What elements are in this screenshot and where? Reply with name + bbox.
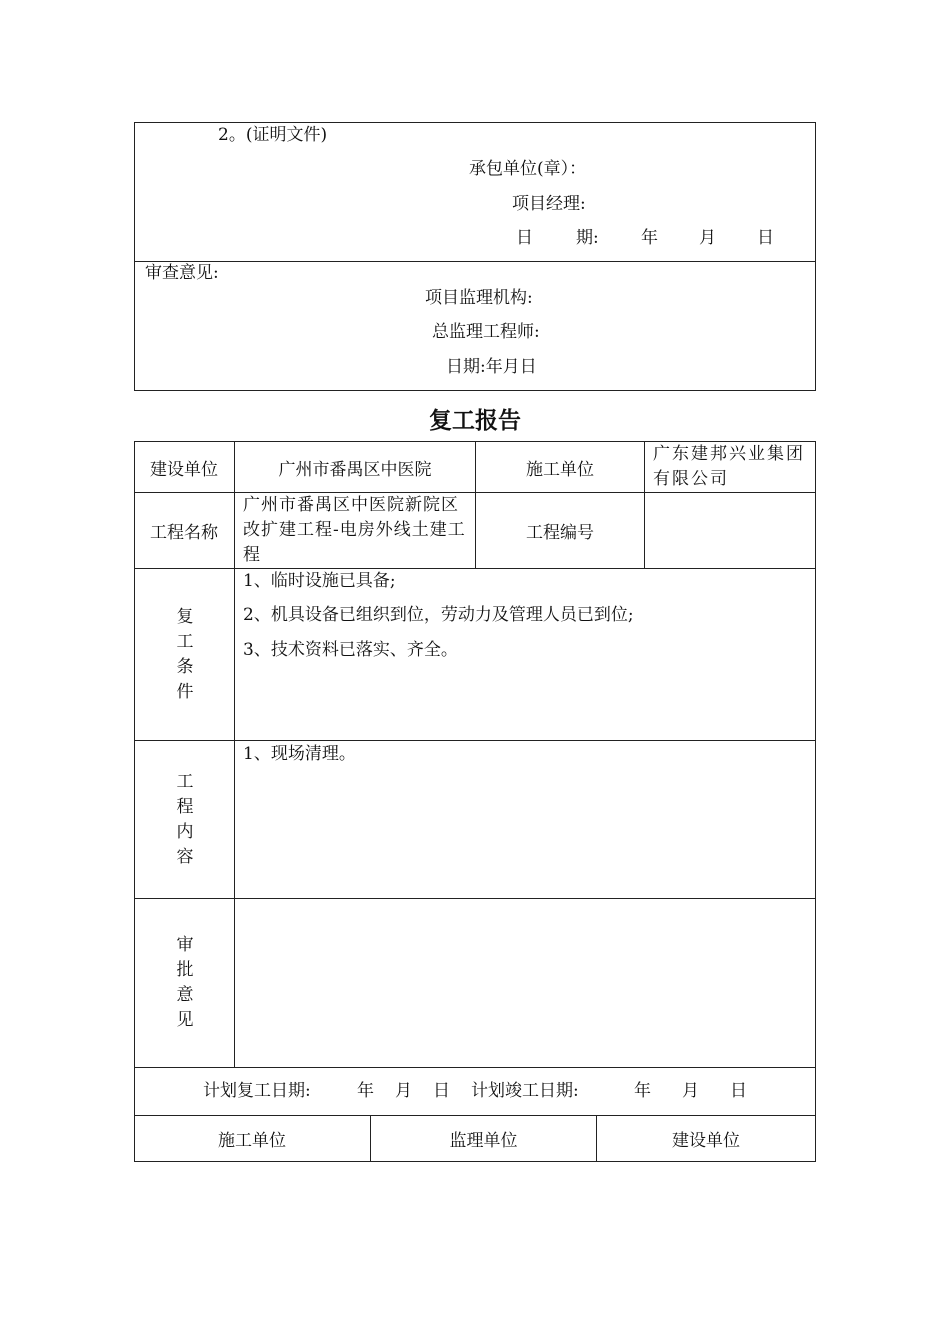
planned-complete-year: 年 <box>634 1081 651 1101</box>
contractor-value: 广东建邦兴业集团有限公司 <box>653 444 805 489</box>
content-label: 工程内容 <box>176 772 194 867</box>
project-name-label: 工程名称 <box>150 523 218 543</box>
date-year: 年 <box>641 228 658 248</box>
planned-complete-day: 日 <box>730 1081 747 1101</box>
planned-resume-label: 计划复工日期: <box>203 1081 311 1101</box>
owner-label: 建设单位 <box>150 459 218 480</box>
report-title: 复工报告 <box>429 408 521 434</box>
condition-item: 2、机具设备已组织到位，劳动力及管理人员已到位; <box>243 605 634 625</box>
col-line <box>234 441 235 1068</box>
row-line <box>134 740 816 741</box>
chief-engineer-label: 总监理工程师: <box>432 322 540 342</box>
sign-owner: 建设单位 <box>672 1131 740 1151</box>
supervision-org-label: 项目监理机构: <box>425 288 533 308</box>
upper-form-divider <box>134 261 816 262</box>
sign-contractor: 施工单位 <box>218 1131 286 1151</box>
project-no-value <box>645 493 815 568</box>
conditions-label: 复工条件 <box>176 607 194 702</box>
planned-complete-label: 计划竣工日期: <box>471 1081 579 1101</box>
row-line <box>134 1067 816 1068</box>
condition-item: 3、技术资料已落实、齐全。 <box>243 640 458 660</box>
planned-resume-month: 月 <box>395 1081 412 1101</box>
project-name-value: 广州市番禺区中医院新院区改扩建工程-电房外线土建工程 <box>243 495 466 565</box>
row-line <box>134 898 816 899</box>
owner-value: 广州市番禺区中医院 <box>278 459 432 480</box>
approval-label: 审批意见 <box>176 935 194 1030</box>
content-item: 1、现场清理。 <box>243 744 356 764</box>
contractor-seal-label: 承包单位(章）： <box>469 159 587 179</box>
review-date-label: 日期:年月日 <box>446 357 537 377</box>
date-day: 日 <box>757 228 774 248</box>
planned-complete-month: 月 <box>682 1081 699 1101</box>
planned-resume-year: 年 <box>357 1081 374 1101</box>
sign-supervisor: 监理单位 <box>449 1131 518 1151</box>
planned-resume-day: 日 <box>433 1081 450 1101</box>
attachment-line: 2。(证明文件) <box>218 125 328 145</box>
condition-item: 1、临时设施已具备; <box>243 571 396 591</box>
project-no-label: 工程编号 <box>526 523 594 543</box>
contractor-label: 施工单位 <box>526 459 594 480</box>
project-manager-label: 项目经理: <box>512 194 586 214</box>
date-label-period: 期: <box>576 228 599 248</box>
date-month: 月 <box>699 228 716 248</box>
review-opinion-label: 审查意见: <box>145 263 219 283</box>
date-label-day: 日 <box>516 228 533 248</box>
